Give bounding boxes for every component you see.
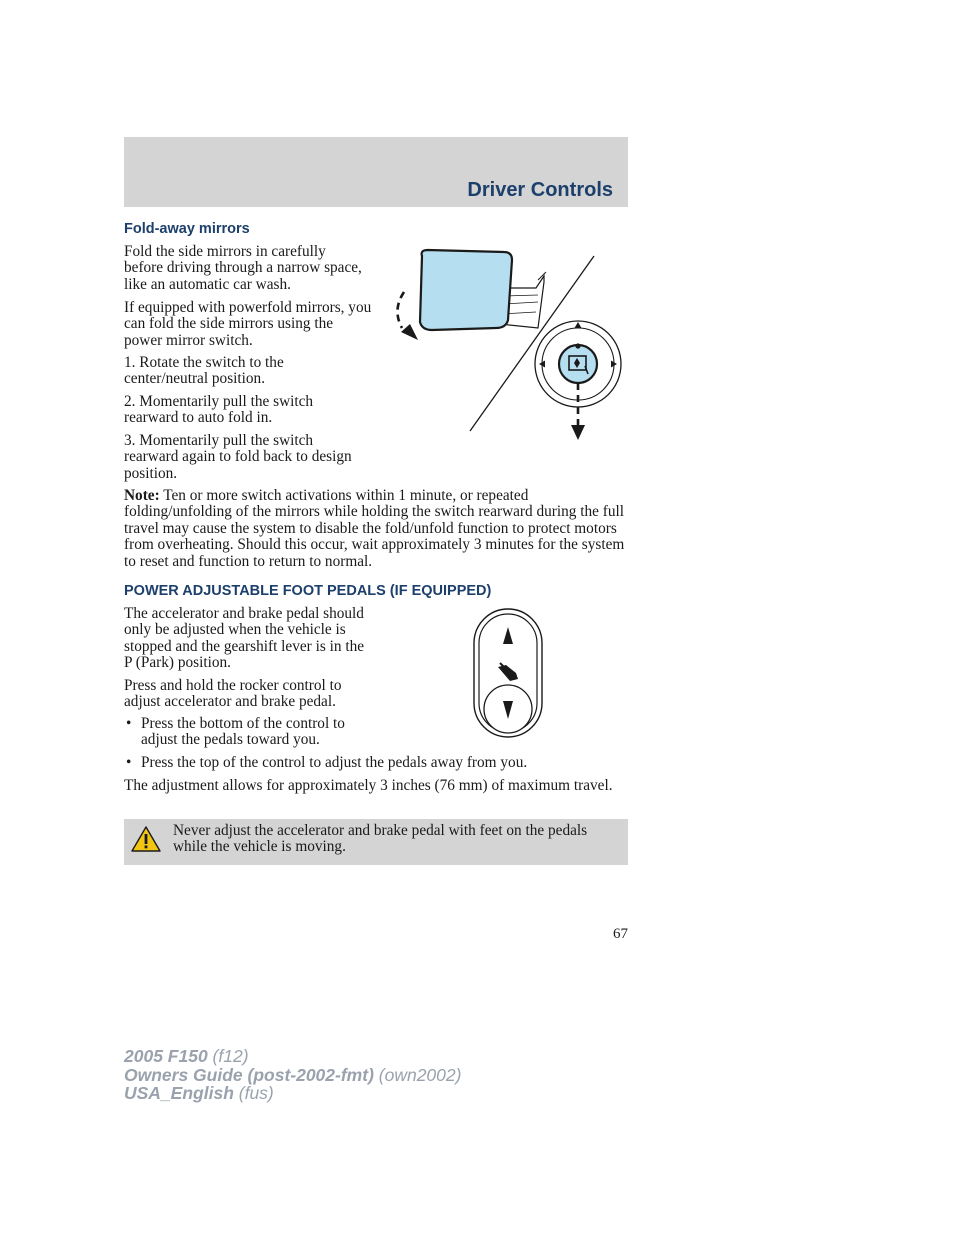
mirror-glass [420, 250, 512, 330]
footer-guide: Owners Guide (post-2002-fmt) [124, 1064, 374, 1085]
fold-arrowhead-icon [401, 324, 418, 340]
mirrors-note [124, 488, 632, 570]
bullet-text: Press the top of the control to adjust the pedals away from you. [141, 754, 528, 771]
bullet-dot: • [126, 754, 132, 771]
pull-arrowhead-icon [571, 425, 585, 440]
note-label: Note: [124, 487, 160, 504]
powerfold-mirror-illustration [388, 240, 628, 445]
footer-model-code: (f12) [207, 1046, 249, 1066]
mirrors-step-2: 2. Momentarily pull the switch rearward to auto fold in. [124, 393, 314, 427]
pedals-heading: POWER ADJUSTABLE FOOT PEDALS (IF EQUIPPED) [124, 583, 492, 599]
pedals-para-2: Press and hold the rocker control to adjust accelerator and brake pedal. [124, 677, 342, 711]
footer-line-3 [124, 1084, 461, 1103]
header-band [124, 137, 628, 207]
pedals-bullet-2 [124, 755, 628, 772]
mirrors-step-1: 1. Rotate the switch to the center/neutral position. [124, 354, 284, 388]
footer-line-2 [124, 1066, 461, 1085]
footer [124, 1047, 461, 1103]
page-number: 67 [613, 926, 628, 942]
mirrors-para-2: If equipped with powerfold mirrors, you can fold the side mirrors using the power mirror switch. [124, 299, 372, 349]
mirror-switch-icon [535, 321, 621, 407]
pedals-para-3: The adjustment allows for approximately 3 inches (76 mm) of maximum travel. [124, 777, 613, 794]
warning-triangle-icon [130, 825, 162, 853]
warning-text: Never adjust the accelerator and brake pedal with feet on the pedals while the vehicle is moving. [173, 822, 588, 856]
bullet-text: Press the bottom of the control to adjust the pedals toward you. [141, 715, 345, 749]
mirrors-step-3: 3. Momentarily pull the switch rearward again to fold back to design position. [124, 432, 352, 482]
page-title: Driver Controls [467, 179, 613, 201]
pedals-para-1: The accelerator and brake pedal should only be adjusted when the vehicle is stopped and the gearshift lever is in the P (Park) position. [124, 605, 365, 672]
bullet-dot: • [126, 715, 132, 732]
warning-box [124, 819, 628, 865]
fold-arrow-icon [397, 292, 404, 328]
footer-guide-code: (own2002) [373, 1064, 462, 1085]
pedals-bullet-1 [124, 716, 384, 750]
mirrors-heading: Fold-away mirrors [124, 221, 250, 237]
mirrors-para-1: Fold the side mirrors in carefully before driving through a narrow space, like an automatic car wash. [124, 243, 362, 293]
footer-line-1 [124, 1047, 461, 1066]
footer-model: 2005 F150 [124, 1046, 208, 1066]
footer-language: USA_English [124, 1083, 234, 1103]
note-text: Ten or more switch activations within 1 minute, or repeated folding/unfolding of the mirrors while holding the switch rearward during the full travel may cause the system to disable the fold/unfold function to protect motors from overheating. Should this occur, wait approximately 3 minutes for the system to reset and function to return to normal. [124, 487, 625, 570]
footer-language-code: (fus) [233, 1083, 274, 1103]
pedal-rocker-switch-illustration [472, 607, 544, 739]
